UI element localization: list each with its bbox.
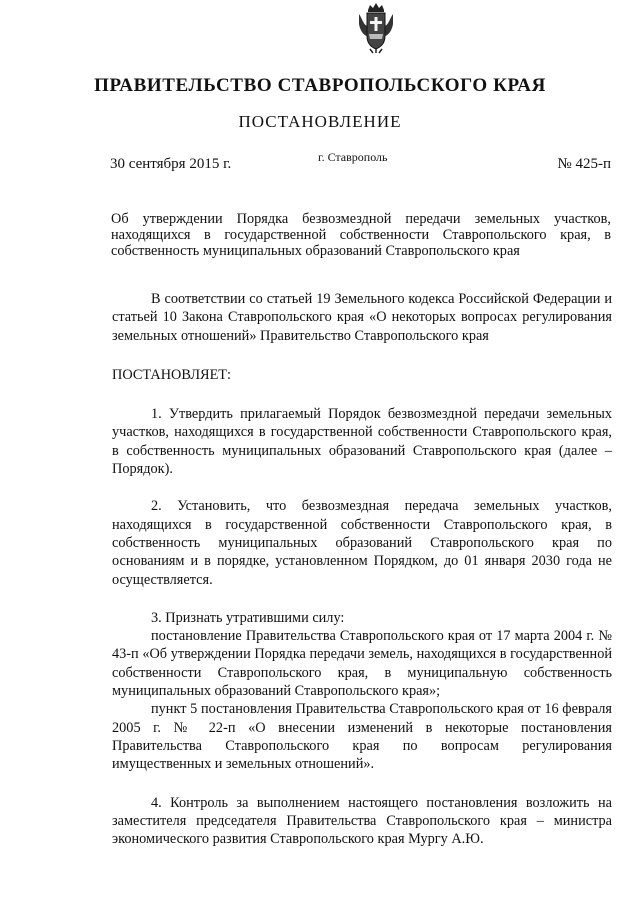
document-title: Об утверждении Порядка безвозмездной передачи земельных участков, находящихся в государственной собственности Ставропольского края, в собственность муниципальных образований Ставропольского края [111,211,611,259]
item-4-paragraph: 4. Контроль за выполнением настоящего постановления возложить на заместителя председателя Правительства Ставропольского края – министра экономического развития Ставропольского края Мургу А.Ю. [112,794,612,848]
document-type: ПОСТАНОВЛЕНИЕ [238,112,402,131]
item-3-paragraph: 3. Признать утратившими силу: [151,609,345,626]
item-3a-paragraph: постановление Правительства Ставропольского края от 17 марта 2004 г. № 43-п «Об утверждении Порядка передачи земель, находящихся в государственной собственности Ставропольского края, в муниципальную собственность муниципальных образований Ставропольского края»; [112,628,612,700]
item-3b-paragraph: пункт 5 постановления Правительства Ставропольского края от 16 февраля 2005 г. № 22-п «О внесении изменений в некоторые постановления Правительства Ставропольского края по вопросам регулирования имущественных и земельных отношений». [112,701,612,773]
document-number: № 425-п [557,156,611,172]
coat-of-arms-emblem [356,2,396,54]
preamble-paragraph: В соответствии со статьей 19 Земельного кодекса Российской Федерации и статьей 10 Закона Ставропольского края «О некоторых вопросах регулирования земельных отношений» Правительство Ставропольского края [112,291,612,344]
resolves-heading: ПОСТАНОВЛЯЕТ: [112,366,232,383]
document-date: 30 сентября 2015 г. [110,156,232,172]
document-body [112,290,612,848]
government-name: ПРАВИТЕЛЬСТВО СТАВРОПОЛЬСКОГО КРАЯ [94,75,546,96]
item-1-paragraph: 1. Утвердить прилагаемый Порядок безвозмездной передачи земельных участков, находящихся в государственной собственности Ставропольского края, в собственность муниципальных образований Ставропольского края (далее – Порядок). [112,406,612,478]
document-city: г. Ставрополь [318,150,388,164]
item-2-paragraph: 2. Установить, что безвозмездная передача земельных участков, находящихся в государственной собственности Ставропольского края, в собственность муниципальных образований Ставропольского края по основаниям и в порядке, установленном Порядком, до 01 января 2030 года не осуществляется. [112,498,612,588]
